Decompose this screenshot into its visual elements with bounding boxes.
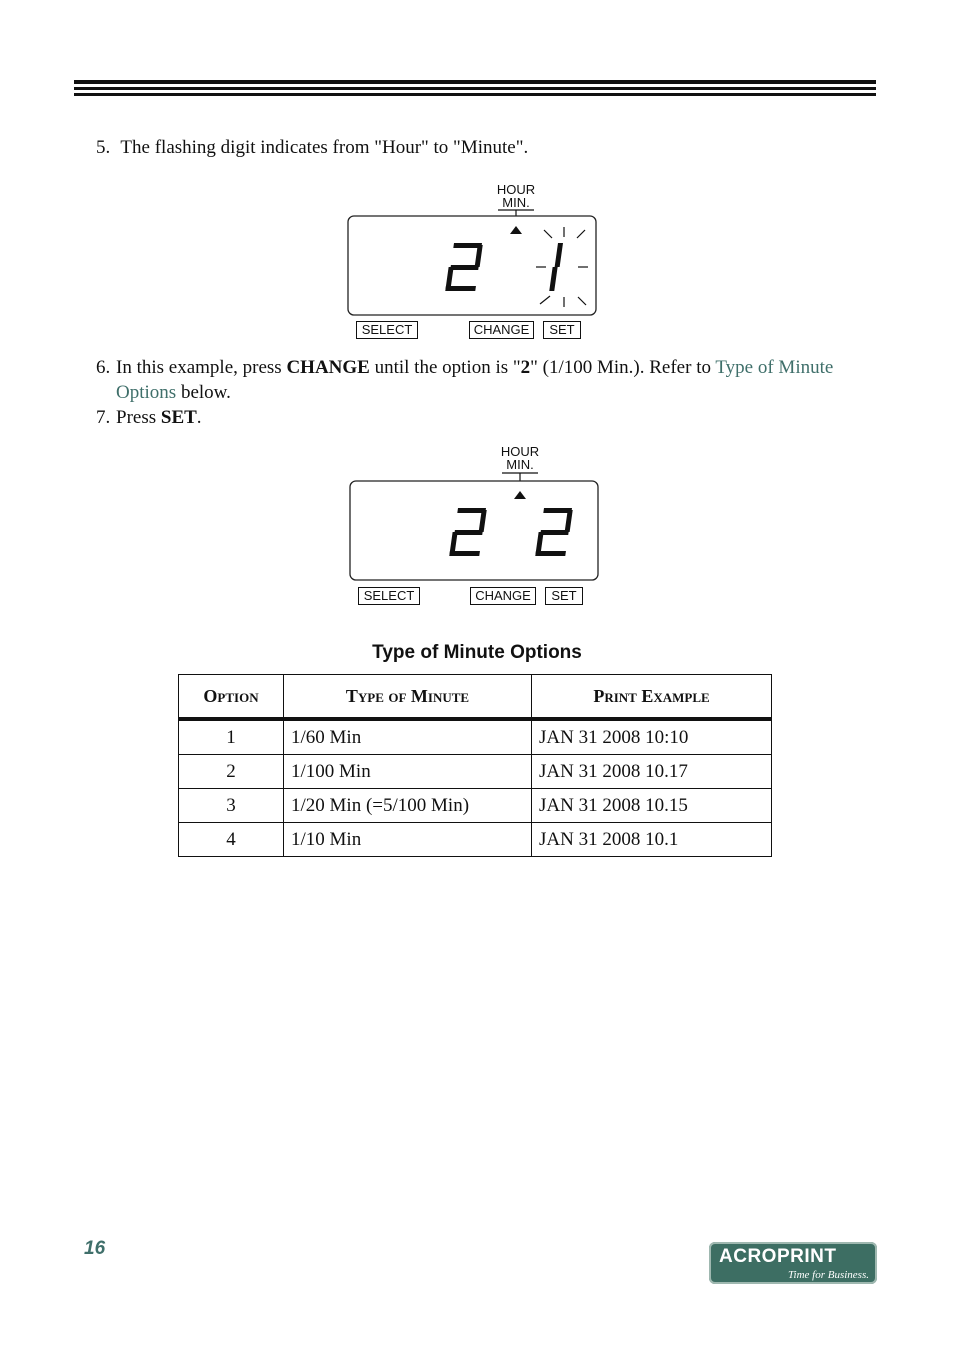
header-option: Option <box>179 675 284 720</box>
table-row <box>179 755 772 789</box>
logo-tagline: Time for Business. <box>788 1269 869 1281</box>
cell-type: 1/20 Min (=5/100 Min) <box>284 789 532 823</box>
cell-option: 3 <box>179 789 284 823</box>
change-keyword: CHANGE <box>286 357 370 378</box>
min-label: MIN. <box>506 457 534 472</box>
minute-options-table <box>178 674 772 857</box>
table-row <box>179 789 772 823</box>
table-title: Type of Minute Options <box>372 642 582 663</box>
hour-label: HOUR <box>500 444 540 459</box>
step-text: below. <box>176 382 231 403</box>
set-button: SET <box>543 321 581 339</box>
hour-label: HOUR <box>496 182 536 197</box>
step-text: . <box>196 407 202 428</box>
set-keyword: SET <box>160 407 197 428</box>
page-number: 16 <box>84 1238 106 1259</box>
hour-min-indicator-icon <box>514 491 526 499</box>
hour-min-indicator-icon <box>510 226 522 234</box>
step-text: The flashing digit indicates from "Hour" to "Minute". <box>120 137 529 158</box>
logo-brand-text: ACROPRINT <box>719 1246 837 1267</box>
acroprint-logo <box>709 1242 877 1284</box>
digit-left <box>445 243 483 291</box>
cell-type: 1/100 Min <box>284 755 532 789</box>
set-button: SET <box>545 587 583 605</box>
cell-option: 4 <box>179 823 284 857</box>
step-number: 6. <box>96 357 111 378</box>
cell-print: JAN 31 2008 10:10 <box>532 719 772 755</box>
table-link[interactable]: Type of Minute <box>715 357 834 378</box>
lcd-graphic <box>342 470 612 590</box>
select-button: SELECT <box>356 321 418 339</box>
step-number: 7. <box>96 407 111 428</box>
step-text: Press <box>116 407 161 428</box>
cell-option: 2 <box>179 755 284 789</box>
table-row <box>179 719 772 755</box>
cell-type: 1/60 Min <box>284 719 532 755</box>
digit-left <box>449 508 487 556</box>
table-header-row <box>179 675 772 720</box>
digit-right <box>535 508 573 556</box>
cell-print: JAN 31 2008 10.15 <box>532 789 772 823</box>
step-text: " (1/100 Min.). Refer to <box>530 357 716 378</box>
cell-print: JAN 31 2008 10.1 <box>532 823 772 857</box>
cell-type: 1/10 Min <box>284 823 532 857</box>
step-text: In this example, press <box>116 357 287 378</box>
option-keyword: 2 <box>520 357 531 378</box>
step-number: 5. <box>96 137 111 158</box>
table-row <box>179 823 772 857</box>
step-7 <box>96 405 202 430</box>
digit-right <box>549 243 563 291</box>
step-6 <box>96 355 886 405</box>
change-button: CHANGE <box>469 321 534 339</box>
flash-marks-icon <box>536 227 588 307</box>
min-label: MIN. <box>502 195 530 210</box>
change-button: CHANGE <box>470 587 536 605</box>
header-type: Type of Minute <box>284 675 532 720</box>
table-link-continued[interactable]: Options <box>116 382 177 403</box>
select-button: SELECT <box>358 587 420 605</box>
header-rules <box>74 80 876 96</box>
cell-option: 1 <box>179 719 284 755</box>
step-text: until the option is " <box>369 357 521 378</box>
step-5 <box>96 135 528 160</box>
header-print-example: Print Example <box>532 675 772 720</box>
cell-print: JAN 31 2008 10.17 <box>532 755 772 789</box>
